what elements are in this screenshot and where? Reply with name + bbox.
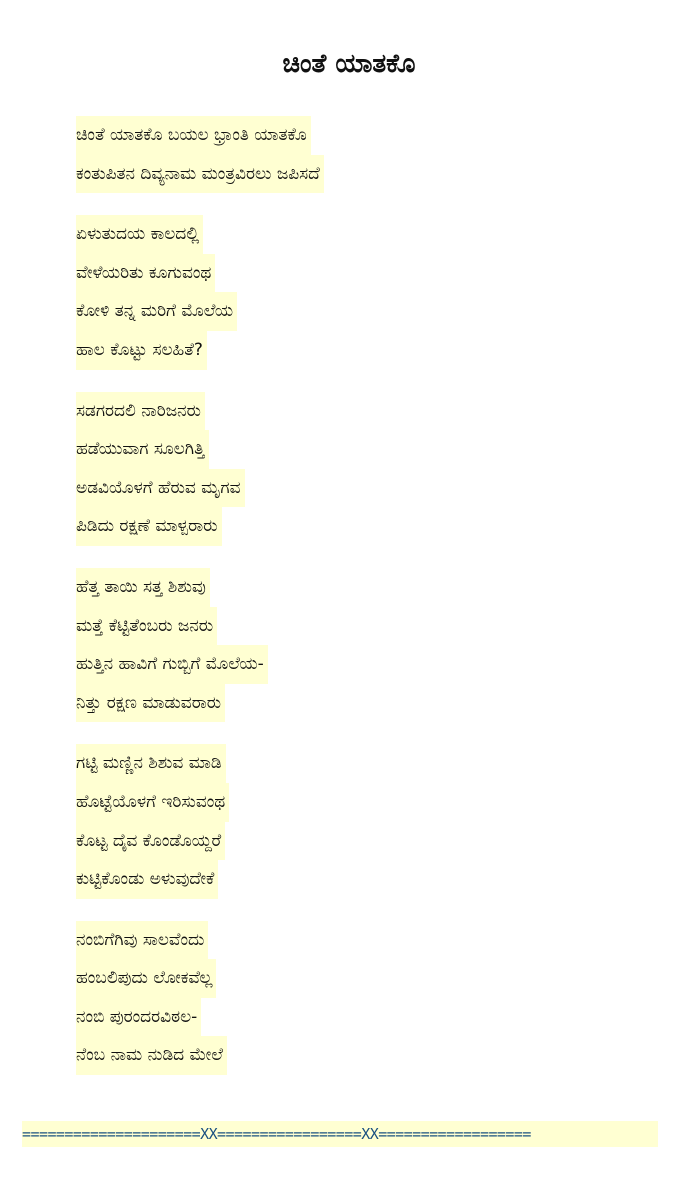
stanza xyxy=(76,568,324,722)
poem-line: ನಂಬಿಗೆಗಿವು ಸಾಲವೆಂದು xyxy=(76,921,208,960)
poem-line: ನಂಬಿ ಪುರಂದರವಿಠಲ- xyxy=(76,998,201,1037)
poem-line: ನೆಂಬ ನಾಮ ನುಡಿದ ಮೇಲೆ xyxy=(76,1036,227,1075)
stanza xyxy=(76,116,324,193)
footer-divider: =====================XX=================XX================== xyxy=(22,1121,658,1147)
poem-line: ಹಾಲ ಕೊಟ್ಟು ಸಲಹಿತೆ? xyxy=(76,331,207,370)
poem-line: ಮತ್ತೆ ಕೆಟ್ಟಿತೆಂಬರು ಜನರು xyxy=(76,607,217,646)
poem-line: ವೇಳೆಯರಿತು ಕೂಗುವಂಥ xyxy=(76,254,215,293)
poem-line: ಕೋಳಿ ತನ್ನ ಮರಿಗೆ ಮೊಲೆಯ xyxy=(76,292,237,331)
poem-line: ಸಡಗರದಲಿ ನಾರಿಜನರು xyxy=(76,392,205,431)
page-title: ಚಿಂತೆ ಯಾತಕೊ xyxy=(282,49,416,79)
poem-line: ನಿತ್ತು ರಕ್ಷಣ ಮಾಡುವರಾರು xyxy=(76,684,225,723)
poem-line: ಹೊಟ್ಟೆಯೊಳಗೆ ಇರಿಸುವಂಥ xyxy=(76,783,229,822)
stanza xyxy=(76,215,324,369)
stanza xyxy=(76,392,324,546)
poem-line: ಪಿಡಿದು ರಕ್ಷಣೆ ಮಾಳ್ಪರಾರು xyxy=(76,507,222,546)
poem-line: ಹಡೆಯುವಾಗ ಸೂಲಗಿತ್ತಿ xyxy=(76,430,209,469)
stanza xyxy=(76,744,324,898)
poem-line: ಗಟ್ಟಿ ಮಣ್ಣಿನ ಶಿಶುವ ಮಾಡಿ xyxy=(76,744,226,783)
poem-body xyxy=(76,116,324,1097)
poem-line: ಹುತ್ತಿನ ಹಾವಿಗೆ ಗುಬ್ಬಿಗೆ ಮೊಲೆಯ- xyxy=(76,645,268,684)
poem-line: ಹೆತ್ತ ತಾಯಿ ಸತ್ತ ಶಿಶುವು xyxy=(76,568,210,607)
poem-line: ಅಡವಿಯೊಳಗೆ ಹೆರುವ ಮೃಗವ xyxy=(76,469,245,508)
poem-line: ಕೊಟ್ಟ ದೈವ ಕೊಂಡೊಯ್ದರೆ xyxy=(76,822,225,861)
poem-line: ಏಳುತುದಯ ಕಾಲದಲ್ಲಿ xyxy=(76,215,203,254)
stanza xyxy=(76,921,324,1075)
poem-line: ಹಂಬಲಿಪುದು ಲೋಕವೆಲ್ಲ xyxy=(76,959,216,998)
poem-line: ಚಿಂತೆ ಯಾತಕೊ ಬಯಲ ಭ್ರಾಂತಿ ಯಾತಕೊ xyxy=(76,116,311,155)
poem-line: ಕಂತುಪಿತನ ದಿವ್ಯನಾಮ ಮಂತ್ರವಿರಲು ಜಪಿಸದೆ xyxy=(76,155,324,194)
poem-line: ಕುಟ್ಟಿಕೊಂಡು ಅಳುವುದೇಕೆ xyxy=(76,860,218,899)
